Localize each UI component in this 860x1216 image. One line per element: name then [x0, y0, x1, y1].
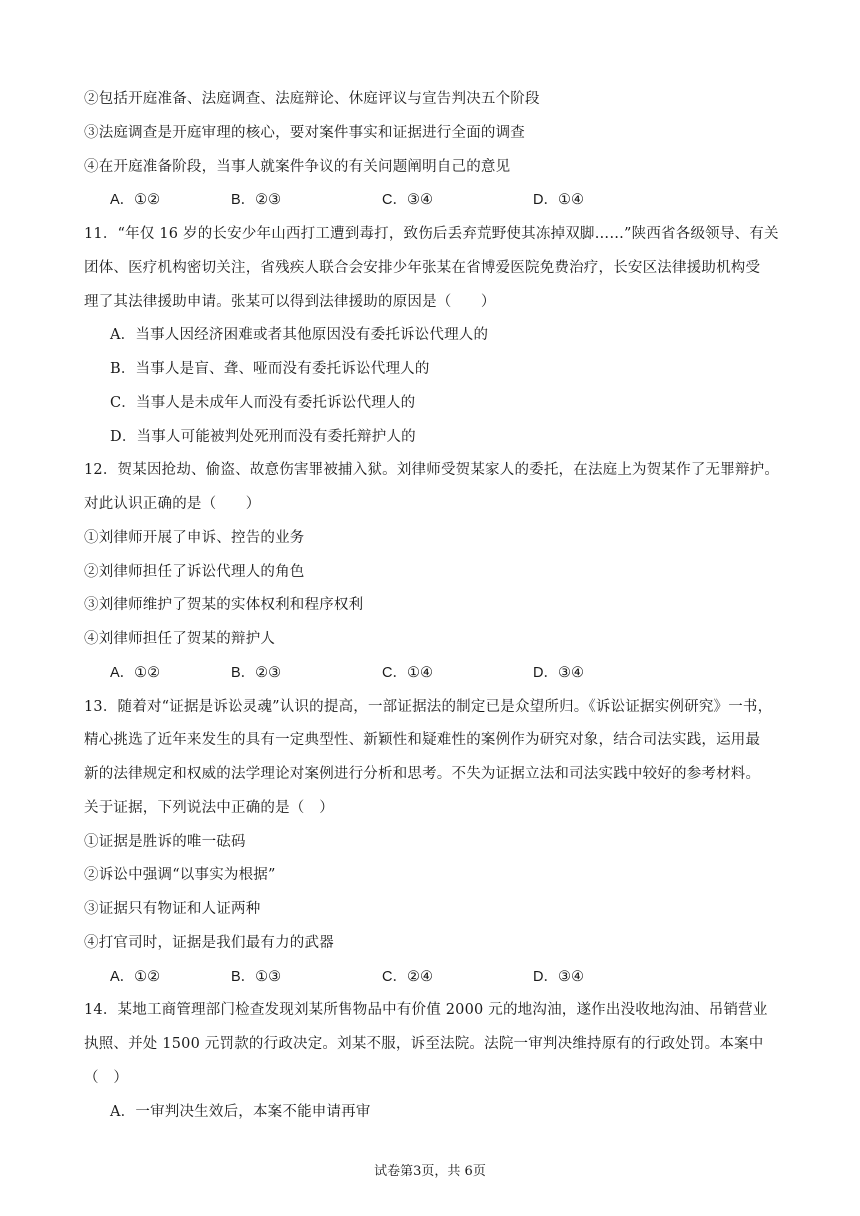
- text-line: 关于证据，下列说法中正确的是（ ）: [84, 800, 334, 816]
- option-text: ①②: [134, 969, 161, 985]
- text-line: ②包括开庭准备、法庭调查、法庭辩论、休庭评议与宣告判决五个阶段: [84, 91, 540, 107]
- option-a: [110, 967, 160, 987]
- text-line: ②刘律师担任了诉讼代理人的角色: [84, 564, 305, 580]
- text-line: 对此认识正确的是（ ）: [84, 496, 261, 512]
- option-a: [110, 663, 160, 683]
- option-text: ①③: [255, 969, 282, 985]
- option-letter: C．: [382, 665, 407, 681]
- text-line: ④在开庭准备阶段，当事人就案件争议的有关问题阐明自己的意见: [84, 159, 511, 175]
- option-letter: B．: [231, 665, 256, 681]
- option-a: [110, 190, 160, 210]
- option-text: ①④: [557, 192, 584, 208]
- text-line: ③法庭调查是开庭审理的核心，要对案件事实和证据进行全面的调查: [84, 125, 525, 141]
- option-line: A．当事人因经济困难或者其他原因没有委托诉讼代理人的: [110, 327, 489, 343]
- option-c: [382, 190, 433, 210]
- text-line: 精心挑选了近年来发生的具有一定典型性、新颖性和疑难性的案例作为研究对象，结合司法实践，运用最: [84, 732, 761, 748]
- text-line: ①刘律师开展了申诉、控告的业务: [84, 530, 305, 546]
- option-b: [231, 663, 281, 683]
- text-line: 新的法律规定和权威的法学理论对案例进行分析和思考。不失为证据立法和司法实践中较好的参考材料。: [84, 766, 761, 782]
- option-letter: D．: [533, 665, 558, 681]
- option-letter: C．: [382, 969, 407, 985]
- option-line: B．当事人是盲、聋、哑而没有委托诉讼代理人的: [110, 361, 430, 377]
- option-c: [382, 967, 433, 987]
- option-letter: A．: [110, 665, 135, 681]
- page-footer: 试卷第3页，共 6页: [374, 1164, 486, 1179]
- option-c: [382, 663, 433, 683]
- option-letter: D．: [533, 192, 558, 208]
- option-text: ①④: [406, 665, 433, 681]
- option-b: [231, 967, 281, 987]
- option-letter: B．: [231, 969, 256, 985]
- option-text: ①②: [134, 192, 161, 208]
- option-b: [231, 190, 281, 210]
- text-line: ④刘律师担任了贺某的辩护人: [84, 631, 276, 647]
- text-line: ②诉讼中强调“以事实为根据”: [84, 867, 276, 883]
- text-line: ④打官司时，证据是我们最有力的武器: [84, 935, 334, 951]
- option-letter: C．: [382, 192, 407, 208]
- text-line: 执照、并处 1500 元罚款的行政决定。刘某不服，诉至法院。法院一审判决维持原有的行政处罚。本案中: [84, 1036, 764, 1052]
- text-line: ③刘律师维护了贺某的实体权利和程序权利: [84, 597, 364, 613]
- option-d: [533, 190, 584, 210]
- option-line: A．一审判决生效后，本案不能申请再审: [110, 1104, 371, 1120]
- option-text: ②④: [406, 969, 433, 985]
- option-text: ②③: [255, 192, 282, 208]
- option-line: C．当事人是未成年人而没有委托诉讼代理人的: [110, 395, 416, 411]
- options-row: [110, 190, 800, 210]
- text-line: ③证据只有物证和人证两种: [84, 901, 261, 917]
- text-line: 13．随着对“证据是诉讼灵魂”认识的提高，一部证据法的制定已是众望所归。《诉讼证据实例研究》一书，: [84, 699, 773, 715]
- option-letter: A．: [110, 969, 135, 985]
- text-line: 11．“年仅 16 岁的长安少年山西打工遭到毒打，致伤后丢弃荒野使其冻掉双脚……”陕西省各级领导、有关: [84, 226, 779, 242]
- text-line: 团体、医疗机构密切关注，省残疾人联合会安排少年张某在省博爱医院免费治疗，长安区法律援助机构受: [84, 260, 761, 276]
- option-text: ①②: [134, 665, 161, 681]
- text-line: （ ）: [84, 1070, 129, 1086]
- options-row: [110, 967, 800, 987]
- option-text: ②③: [255, 665, 282, 681]
- options-row: [110, 663, 800, 683]
- option-letter: B．: [231, 192, 256, 208]
- text-line: 理了其法律援助申请。张某可以得到法律援助的原因是（ ）: [84, 294, 496, 310]
- text-line: ①证据是胜诉的唯一砝码: [84, 834, 246, 850]
- option-text: ③④: [557, 969, 584, 985]
- option-d: [533, 663, 584, 683]
- option-text: ③④: [406, 192, 433, 208]
- option-d: [533, 967, 584, 987]
- text-line: 12．贺某因抢劫、偷盗、故意伤害罪被捕入狱。刘律师受贺某家人的委托，在法庭上为贺某作了无罪辩护。: [84, 462, 780, 478]
- option-line: D．当事人可能被判处死刑而没有委托辩护人的: [110, 429, 416, 445]
- text-line: 14．某地工商管理部门检查发现刘某所售物品中有价值 2000 元的地沟油，遂作出没收地沟油、吊销营业: [84, 1002, 768, 1018]
- option-letter: D．: [533, 969, 558, 985]
- option-text: ③④: [557, 665, 584, 681]
- option-letter: A．: [110, 192, 135, 208]
